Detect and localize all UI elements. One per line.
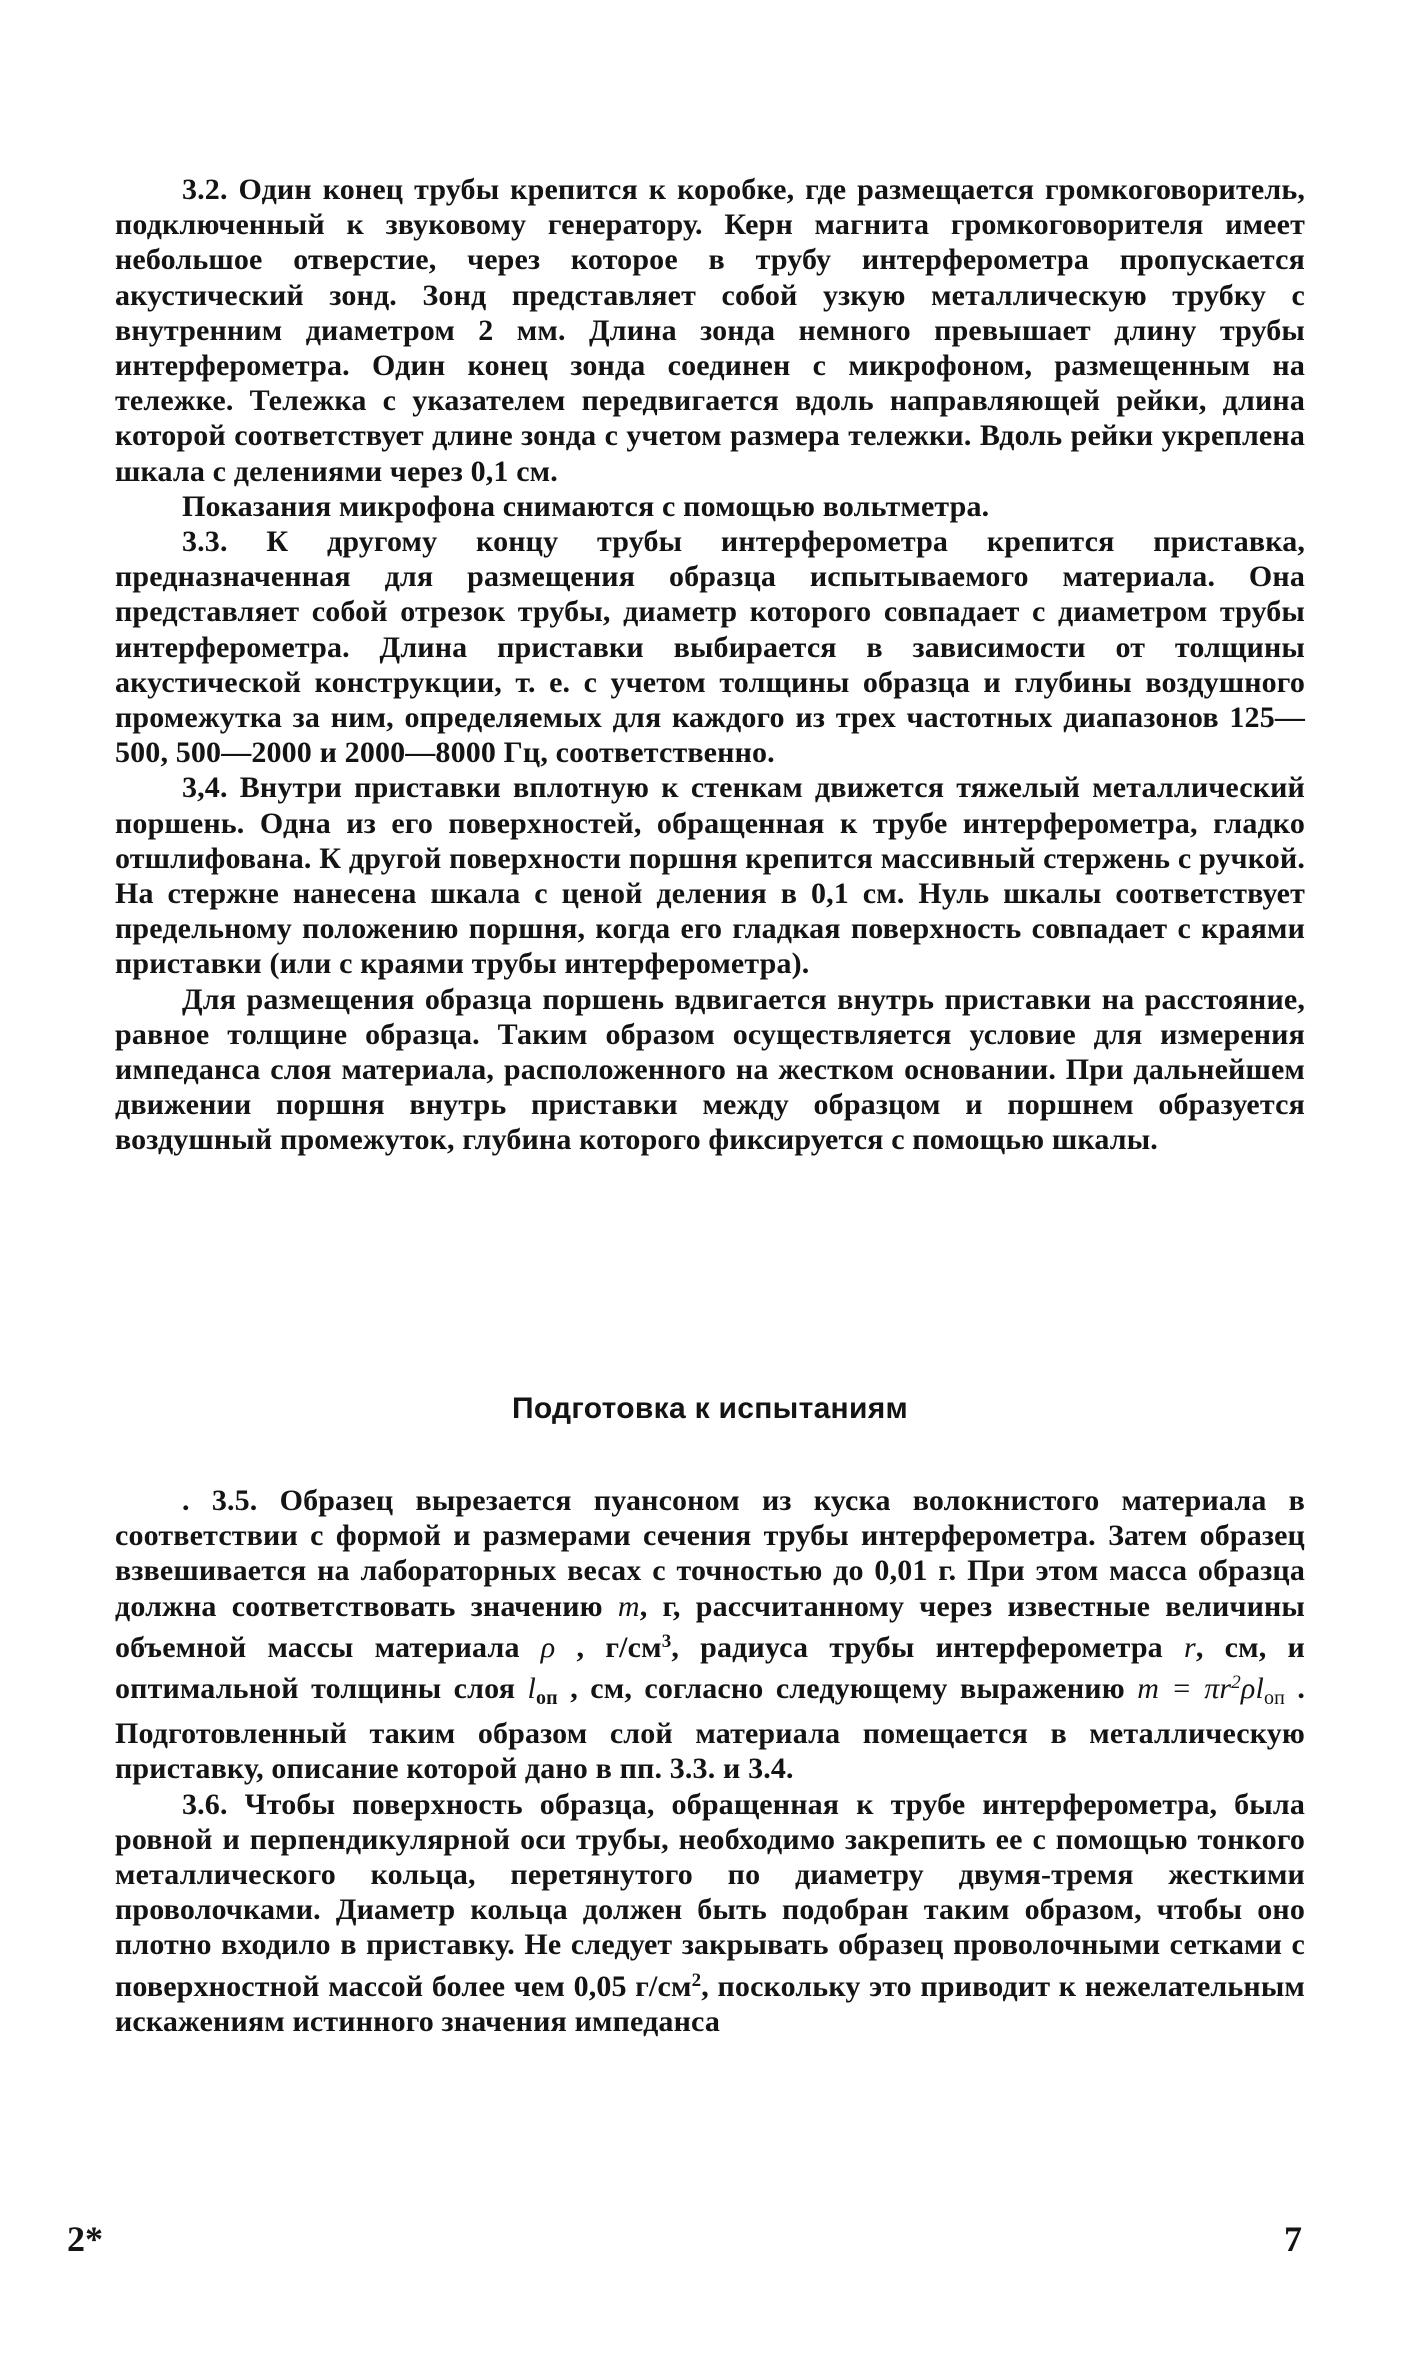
- paragraph-voltmeter: Показания микрофона снимаются с помощью вольтметра.: [182, 489, 990, 523]
- square-superscript: 2: [691, 1969, 702, 1991]
- section-test-preparation: [115, 1483, 1305, 2039]
- var-r: r: [1184, 1630, 1196, 1664]
- mass-formula: [1137, 1672, 1285, 1710]
- para-35-text-7: . Подготовленный таким образом слой материала помещается в металлическую приставку, описание которой дано в пп. 3.3. и 3.4.: [115, 1672, 1306, 1786]
- paragraph-3-2: 3.2. Один конец трубы крепится к коробке, где размещается громкоговоритель, подключенный к звуковому генератору. Керн магнита громкоговорителя имеет небольшое отверстие, через которое в трубу интерферометра пропускается акустический зонд. Зонд представляет собой узкую металлическую трубку с внутренним диаметром 2 мм. Длина зонда немного превышает длину трубы интерферометра. Один конец зонда соединен с микрофоном, размещенным на тележке. Тележка с указателем передвигается вдоль направляющей рейки, длина которой соответствует длине зонда с учетом размера тележки. Вдоль рейки укреплена шкала с делениями через 0,1 см.: [115, 173, 1305, 488]
- para-35-text-6: , см, согласно следующему выражению: [557, 1672, 1138, 1706]
- formula-main: m = πr: [1137, 1672, 1232, 1706]
- paragraph-3-3: 3.3. К другому концу трубы интерферометра крепится приставка, предназначенная для размещения образца испытываемого материала. Она представляет собой отрезок трубы, диаметр которого совпадает с диаметром трубы интерферометра. Длина приставки выбирается в зависимости от толщины акустической конструкции, т. е. с учетом толщины образца и глубины воздушного промежутка за ним, определяемых для каждого из трех частотных диапазонов 125—500, 500—2000 и 2000—8000 Гц, соответственно.: [115, 525, 1305, 770]
- paragraph-3-4: 3,4. Внутри приставки вплотную к стенкам движется тяжелый металлический поршень. Одна из его поверхностей, обращенная к трубе интерферометра, гладко отшлифована. К другой поверхности поршня крепится массивный стержень с ручкой. На стержне нанесена шкала с ценой деления в 0,1 см. Нуль шкалы соответствует предельному положению поршня, когда его гладкая поверхность совпадает с краями приставки (или с краями трубы интерферометра).: [115, 771, 1305, 981]
- formula-tail: ρl: [1240, 1672, 1264, 1706]
- var-rho: ρ: [540, 1630, 556, 1664]
- para-36-text-1: 3.6. Чтобы поверхность образца, обращенная к трубе интерферометра, была ровной и перпендикулярной оси трубы, необходимо закрепить ее с помощью тонкого металлического кольца, перетянутого по диаметру двумя-тремя жесткими проволочками. Диаметр кольца должен быть подобран таким образом, чтобы оно плотно входило в приставку. Не следует закрывать образец проволочными сетками с поверхностной массой более чем 0,05 г/см: [115, 1787, 1305, 2003]
- var-l: l: [527, 1672, 536, 1706]
- paragraph-3-6: [115, 1787, 1305, 2039]
- document-page: [115, 172, 1305, 2322]
- paragraph-3-5: [115, 1483, 1305, 1787]
- sub-op: оп: [535, 1687, 558, 1710]
- paragraph-piston-placement: Для размещения образца поршень вдвигается внутрь приставки на расстояние, равное толщине образца. Таким образом осуществляется условие для измерения импеданса слоя материала, расположенного на жестком основании. При дальнейшем движении поршня внутрь приставки между образцом и поршнем образуется воздушный промежуток, глубина которого фиксируется с помощью шкалы.: [115, 982, 1305, 1157]
- section-device-description: [115, 172, 1305, 1158]
- para-35-text-3: , г/см: [555, 1630, 662, 1664]
- signature-mark: 2*: [67, 2219, 103, 2259]
- formula-square: 2: [1231, 1672, 1241, 1694]
- para-36-text-2: , поскольку это приводит к нежелательным искажениям истинного значения импеданса: [115, 1969, 1306, 2038]
- para-35-text-1: . 3.5. Образец вырезается пуансоном из куска волокнистого материала в соответствии с формой и размерами сечения трубы интерферометра. Затем образец взвешивается на лабораторных весах с точностью до 0,01 г. При этом масса образца должна соответствовать значению: [115, 1484, 1305, 1623]
- section-heading: Подготовка к испытаниям: [511, 1392, 909, 1425]
- para-35-text-4: , радиуса трубы интерферометра: [671, 1630, 1184, 1664]
- para-35-text-2: , г, рассчитанному через известные величины объемной массы материала: [115, 1589, 1306, 1664]
- page-number: 7: [1284, 2219, 1302, 2259]
- cube-superscript: 3: [661, 1630, 672, 1652]
- formula-subscript: оп: [1263, 1687, 1285, 1710]
- var-m: m: [617, 1589, 640, 1623]
- para-35-text-5: , см, и оптимальной толщины слоя: [115, 1630, 1305, 1706]
